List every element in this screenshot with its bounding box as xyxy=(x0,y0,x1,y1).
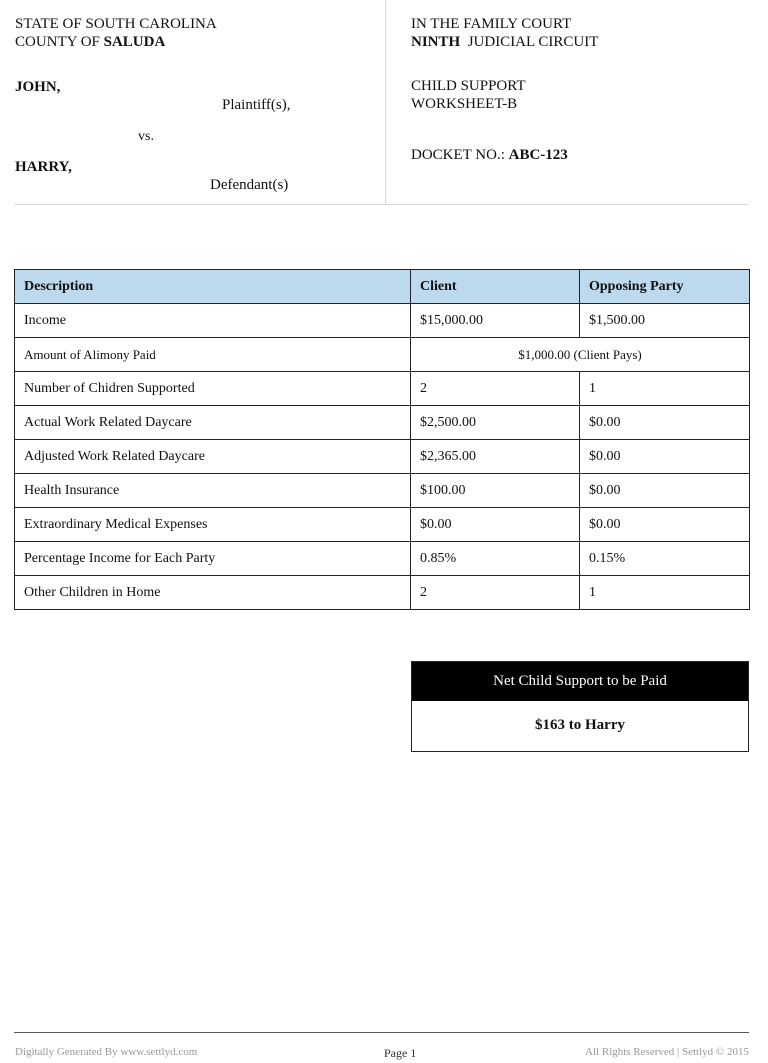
net-support-label: Net Child Support to be Paid xyxy=(412,662,748,701)
table-row xyxy=(15,508,750,542)
row-opposing-value: 1 xyxy=(580,372,750,406)
worksheet-table xyxy=(14,269,750,610)
county-prefix: COUNTY OF xyxy=(15,34,100,50)
circuit-ordinal: NINTH xyxy=(411,34,461,50)
row-client-value: $100.00 xyxy=(411,474,580,508)
table-row xyxy=(15,542,750,576)
row-description: Actual Work Related Daycare xyxy=(15,406,411,440)
county-line xyxy=(15,33,165,51)
defendant-label: Defendant(s) xyxy=(210,177,289,193)
table-row xyxy=(15,576,750,610)
table-row xyxy=(15,440,750,474)
plaintiff-name: JOHN, xyxy=(15,79,61,95)
row-client-value: $2,365.00 xyxy=(411,440,580,474)
caption-divider-vertical xyxy=(385,0,386,205)
state-line: STATE OF SOUTH CAROLINA xyxy=(15,16,217,32)
row-merged-value: $1,000.00 (Client Pays) xyxy=(411,338,750,372)
header-client: Client xyxy=(411,270,580,304)
circuit-line xyxy=(411,33,598,51)
docket-line xyxy=(411,146,568,164)
form-title-line1: CHILD SUPPORT xyxy=(411,78,526,94)
row-opposing-value: $0.00 xyxy=(580,440,750,474)
row-description: Percentage Income for Each Party xyxy=(15,542,411,576)
county-name: SALUDA xyxy=(103,34,166,50)
table-row xyxy=(15,338,750,372)
plaintiff-label: Plaintiff(s), xyxy=(222,97,291,113)
footer-copyright: All Rights Reserved | Settlyd © 2015 xyxy=(585,1046,749,1058)
defendant-name: HARRY, xyxy=(15,159,72,175)
row-description: Amount of Alimony Paid xyxy=(15,338,411,372)
row-description: Adjusted Work Related Daycare xyxy=(15,440,411,474)
net-support-box xyxy=(411,661,749,752)
row-opposing-value: $0.00 xyxy=(580,406,750,440)
caption-divider-horizontal xyxy=(14,204,749,205)
footer-divider xyxy=(14,1032,749,1033)
row-description: Extraordinary Medical Expenses xyxy=(15,508,411,542)
form-title-line2: WORKSHEET-B xyxy=(411,96,518,112)
row-opposing-value: 0.15% xyxy=(580,542,750,576)
row-client-value: $15,000.00 xyxy=(411,304,580,338)
row-client-value: $0.00 xyxy=(411,508,580,542)
header-description: Description xyxy=(15,270,411,304)
row-opposing-value: 1 xyxy=(580,576,750,610)
table-row xyxy=(15,406,750,440)
docket-label: DOCKET NO.: xyxy=(411,147,505,163)
row-description: Number of Chidren Supported xyxy=(15,372,411,406)
row-opposing-value: $1,500.00 xyxy=(580,304,750,338)
row-client-value: 0.85% xyxy=(411,542,580,576)
versus-text: vs. xyxy=(138,129,154,144)
row-client-value: 2 xyxy=(411,372,580,406)
row-description: Income xyxy=(15,304,411,338)
row-description: Health Insurance xyxy=(15,474,411,508)
table-row xyxy=(15,372,750,406)
table-row xyxy=(15,304,750,338)
footer-page-number: Page 1 xyxy=(384,1046,417,1060)
row-opposing-value: $0.00 xyxy=(580,474,750,508)
docket-number: ABC-123 xyxy=(508,147,568,163)
table-header-row xyxy=(15,270,750,304)
table-row xyxy=(15,474,750,508)
net-support-value: $163 to Harry xyxy=(535,717,625,733)
row-client-value: 2 xyxy=(411,576,580,610)
circuit-text: JUDICIAL CIRCUIT xyxy=(467,34,599,50)
court-name: IN THE FAMILY COURT xyxy=(411,16,572,32)
row-opposing-value: $0.00 xyxy=(580,508,750,542)
footer-generated-by: Digitally Generated By www.settlyd.com xyxy=(15,1046,198,1058)
header-opposing-party: Opposing Party xyxy=(580,270,750,304)
row-description: Other Children in Home xyxy=(15,576,411,610)
row-client-value: $2,500.00 xyxy=(411,406,580,440)
